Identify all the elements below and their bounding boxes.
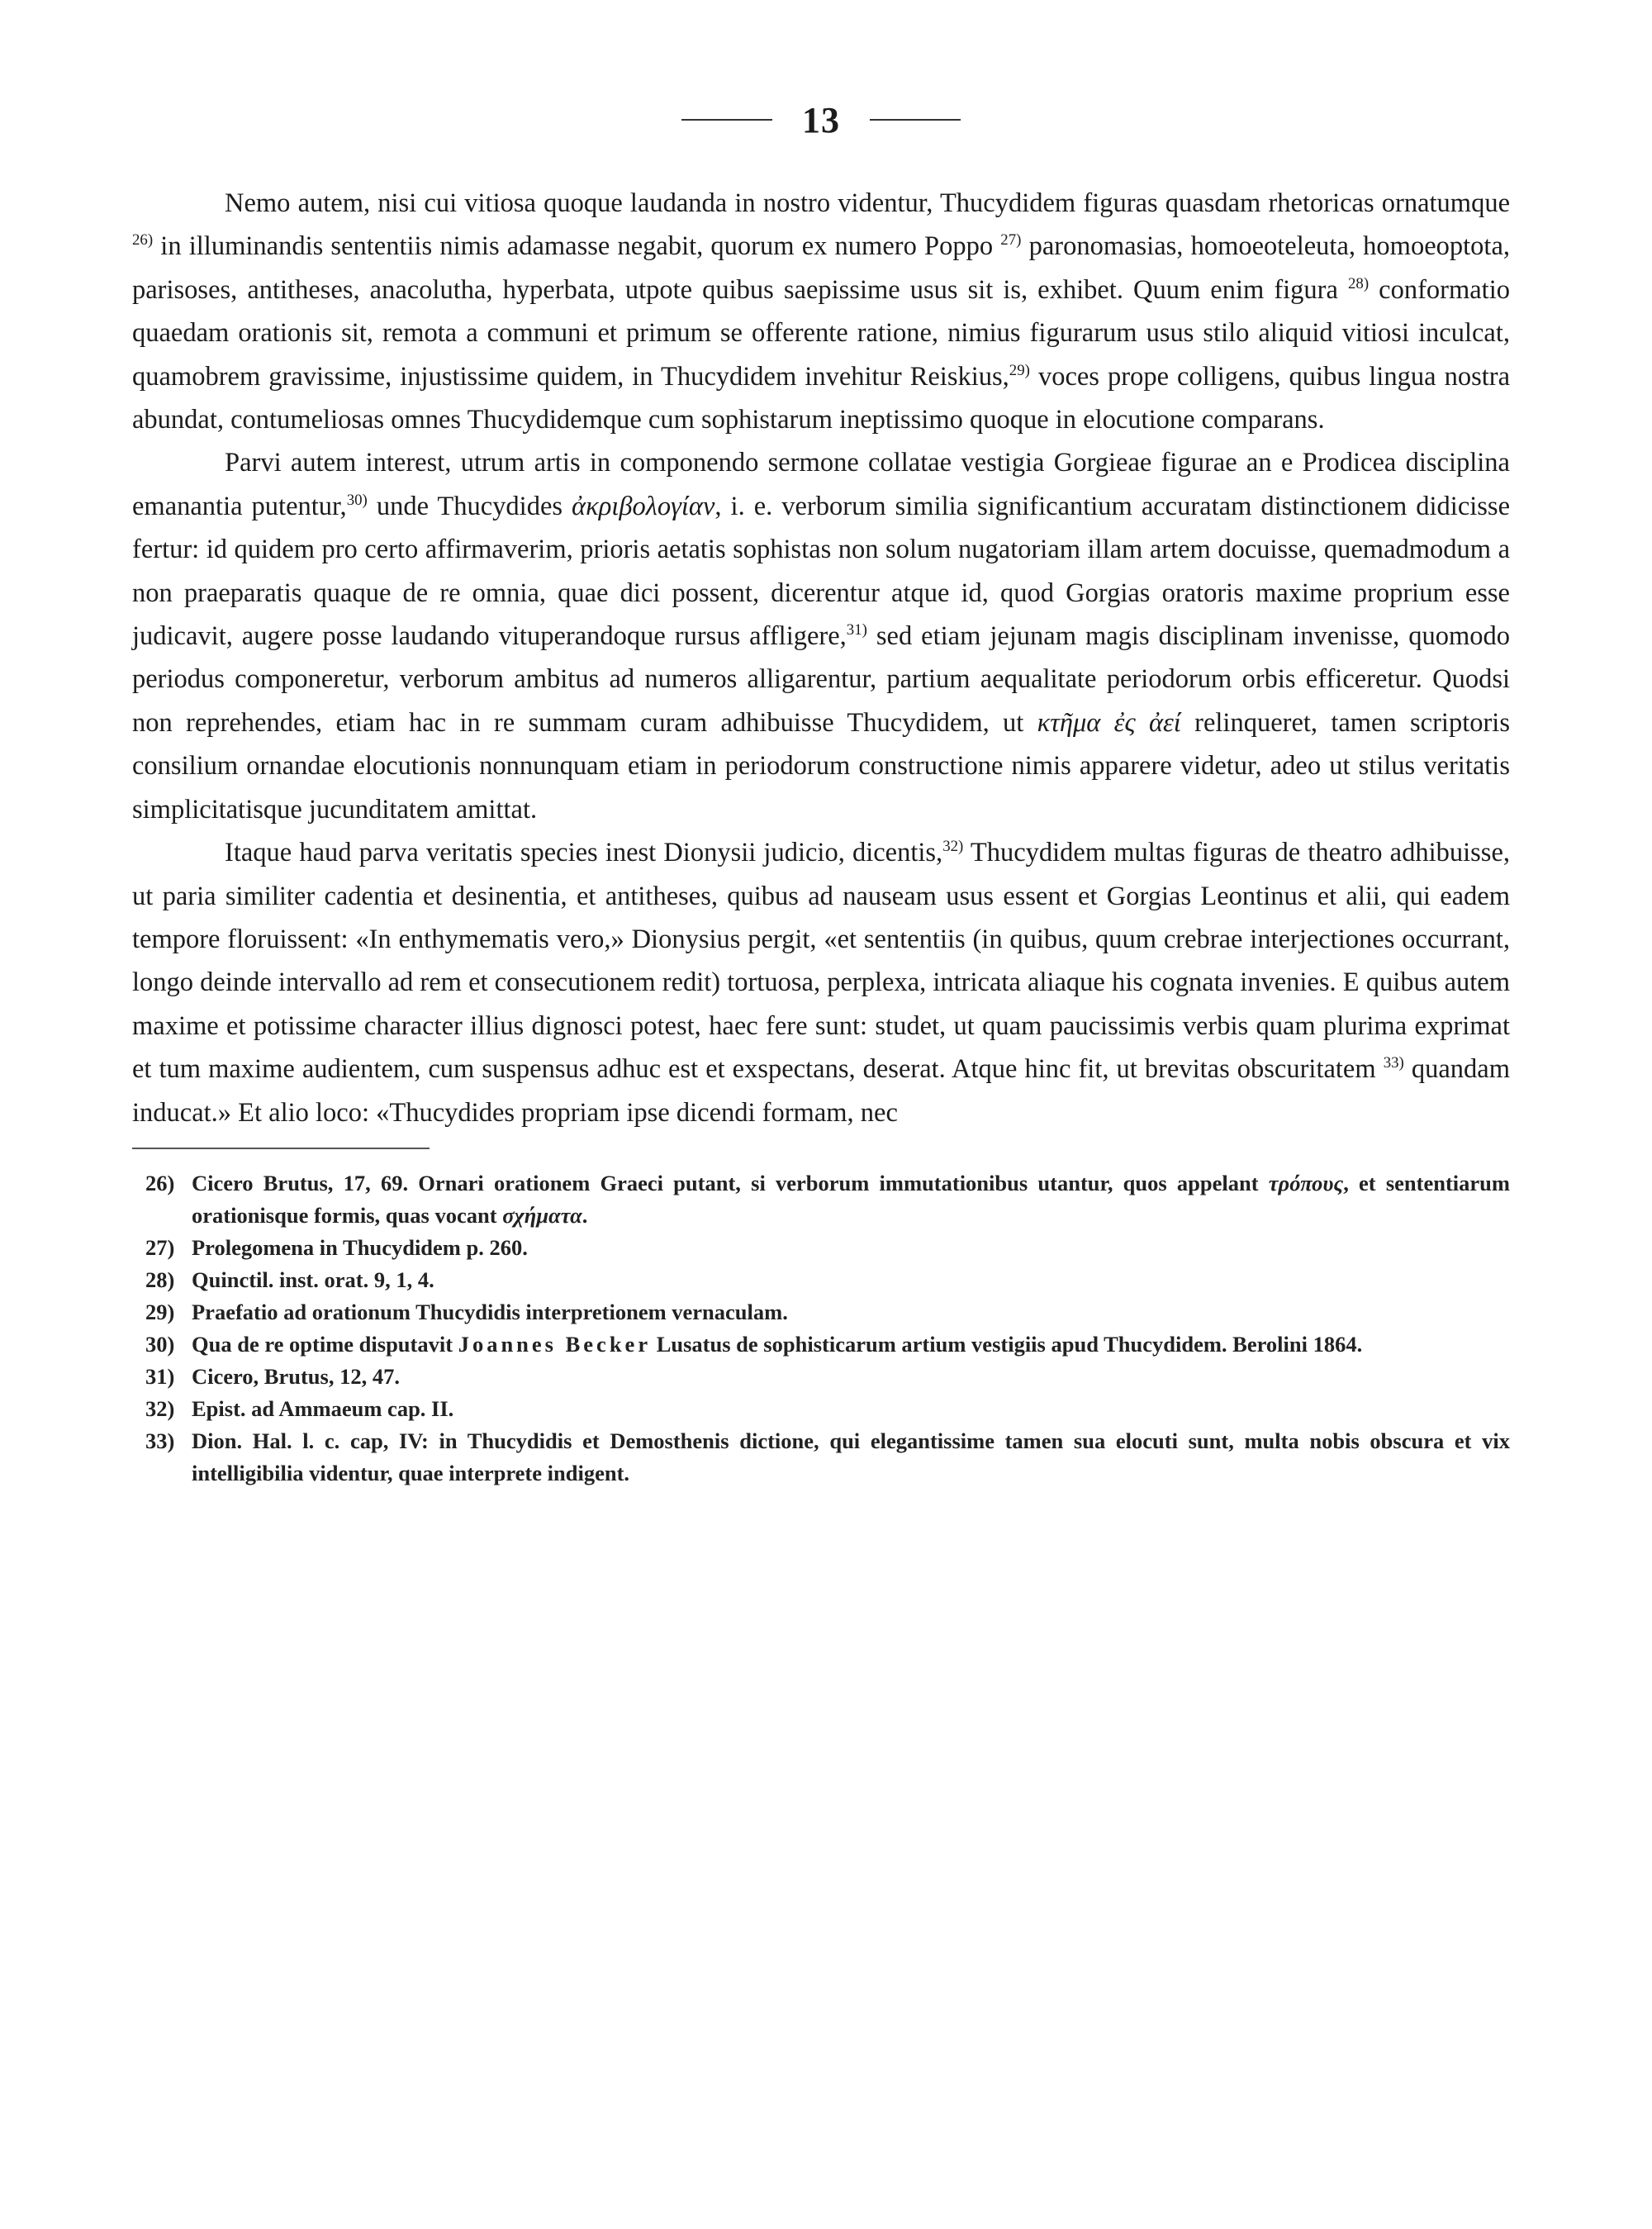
text-run: . xyxy=(582,1202,588,1228)
main-text xyxy=(132,182,1510,1134)
text-run: unde Thucydides xyxy=(367,491,572,521)
text-run: quandam inducat.» Et alio loco: «Thucydides propriam ipse dicendi formam, nec xyxy=(132,1054,1510,1128)
text-run: Cicero, Brutus, 12, 47. xyxy=(192,1363,400,1389)
text-run: , et sententiarum orationisque formis, quas vocant xyxy=(192,1170,1510,1228)
footnote xyxy=(132,1361,1510,1393)
footnote xyxy=(132,1264,1510,1296)
footnote-number: 27) xyxy=(145,1234,175,1260)
text-run: Itaque haud parva veritatis species inest Dionysii judicio, dicentis, xyxy=(225,838,943,868)
footnote-number: 28) xyxy=(145,1267,175,1292)
page-number: 13 xyxy=(802,99,840,140)
footnote xyxy=(132,1232,1510,1264)
paragraph xyxy=(132,182,1510,441)
footnote-number: 33) xyxy=(145,1428,175,1453)
text-run: sed etiam jejunam magis disciplinam invenisse, quomodo periodus componeretur, verborum ambitus ad numeros alligarentur, partium aequalitate periodorum orbis efficeretur. Quodsi non reprehendes, etiam hac in re summam curam adhibuisse Thucydidem, ut xyxy=(132,621,1510,738)
paragraph xyxy=(132,831,1510,1134)
footnote-ref: 30) xyxy=(346,492,368,510)
text-run: Cicero Brutus, 17, 69. Ornari orationem Graeci putant, si verborum immutationibus utantur, quos appelant xyxy=(192,1170,1269,1195)
text-run: Quinctil. inst. orat. 9, 1, 4. xyxy=(192,1267,434,1292)
paragraph xyxy=(132,441,1510,831)
text-run: Thucydidem multas figuras de theatro adhibuisse, ut paria similiter cadentia et desinentia, et antitheses, quibus ad nauseam usus essent et Gorgias Leontinus et alii, qui eadem tempore floruissent: «In enthymematis vero,» Dionysius pergit, «et sententiis (in quibus, quum crebrae interjectiones occurrant, longo deinde intervallo ad rem et consecutionem redit) tortuosa, perplexa, intricata aliaque his cognata invenies. E quibus autem maxime et potissime character illius dignosci potest, haec fere sunt: studet, ut quam paucissimis verbis quam plurima exprimat et tum maxime audientem, cum suspensus adhuc est et exspectans, deserat. Atque hinc fit, ut brevitas obscuritatem xyxy=(132,838,1510,1085)
footnote-ref: 33) xyxy=(1383,1054,1404,1072)
text-run: voces prope colligens, quibus lingua nostra abundat, contumeliosas omnes Thucydidemque cum sophistarum ineptissimo quoque in elocutione comparans. xyxy=(132,361,1510,435)
footnote-ref: 32) xyxy=(942,838,964,856)
footnote-ref: 29) xyxy=(1009,361,1030,379)
footnote-ref: 28) xyxy=(1347,274,1370,292)
footnotes xyxy=(132,1167,1510,1490)
text-run: paronomasias, homoeoteleuta, homoeoptota, parisoses, antitheses, anacolutha, hyperbata, utpote quibus saepissime usus sit is, exhibet. Quum enim figura xyxy=(132,231,1510,305)
text-run: in illuminandis sententiis nimis adamasse negabit, quorum ex numero Poppo xyxy=(153,231,1001,262)
footnote-number: 30) xyxy=(145,1331,175,1357)
text-run: Parvi autem interest, utrum artis in componendo sermone collatae vestigia Gorgieae figurae an e Prodicea disciplina emanantia putentur, xyxy=(132,448,1510,521)
footnote-ref: 26) xyxy=(132,231,154,250)
footnote-number: 26) xyxy=(145,1170,175,1195)
header-rule-left xyxy=(681,119,772,121)
footnote-number: 29) xyxy=(145,1299,175,1324)
greek-text: ἀκριβολογίαν xyxy=(572,491,715,521)
text-run: Nemo autem, nisi cui vitiosa quoque laudanda in nostro videntur, Thucydidem figuras quasdam rhetoricas ornatumque xyxy=(225,188,1510,218)
text-run: conformatio quaedam orationis sit, remota a communi et primum se offerente ratione, nimius figurarum usus stilo aliquid vitiosi inculcat, quamobrem gravissime, injustissime quidem, in Thucydidem invehitur Reiskius, xyxy=(132,274,1510,392)
text-run: Epist. ad Ammaeum cap. II. xyxy=(192,1395,454,1421)
text-run: Dion. Hal. l. c. cap, IV: in Thucydidis et Demosthenis dictione, qui elegantissime tamen sua elocuti sunt, multa nobis obscura et vix intelligibilia videntur, quae interprete indigent. xyxy=(192,1428,1510,1485)
text-run: Lusatus de sophisticarum artium vestigiis apud Thucydidem. Berolini 1864. xyxy=(651,1331,1363,1357)
page xyxy=(132,83,1510,1490)
footnote-number: 31) xyxy=(145,1363,175,1389)
greek-text: σχήματα xyxy=(502,1202,582,1228)
footnote-ref: 27) xyxy=(1000,231,1022,250)
text-run: Prolegomena in Thucydidem p. 260. xyxy=(192,1234,528,1260)
footnote-number: 32) xyxy=(145,1395,175,1421)
footnote xyxy=(132,1296,1510,1328)
text-run: relinqueret, tamen scriptoris consilium ornandae elocutionis nonnunquam etiam in periodorum constructione nimis apparere videtur, adeo ut stilus veritatis simplicitatisque jucunditatem amittat. xyxy=(132,707,1510,825)
greek-text: κτῆμα ἐς ἀεί xyxy=(1037,707,1181,738)
text-run: , i. e. verborum similia significantium accuratam distinctionem didicisse fertur: id quidem pro certo affirmaverim, prioris aetatis sophistas non solum nugatoriam illam artem docuisse, quemadmodum a non praeparatis quaque de re omnia, quae dici possent, dicerentur atque id, quod Gorgias oratoris maxime proprium esse judicavit, augere posse laudando vituperandoque rursus affligere, xyxy=(132,491,1511,652)
footnote xyxy=(132,1328,1510,1361)
greek-text: τρόπους xyxy=(1268,1170,1344,1195)
footnote-ref: 31) xyxy=(846,621,867,639)
footnote-separator xyxy=(132,1148,430,1149)
footnote xyxy=(132,1393,1510,1425)
header-rule-right xyxy=(870,119,961,121)
footnote xyxy=(132,1167,1510,1232)
text-run: Praefatio ad orationum Thucydidis interpretionem vernaculam. xyxy=(192,1299,788,1324)
page-header xyxy=(132,83,1510,157)
author-name: Joannes Becker xyxy=(458,1331,652,1357)
text-run: Qua de re optime disputavit xyxy=(192,1331,458,1357)
footnote xyxy=(132,1425,1510,1490)
